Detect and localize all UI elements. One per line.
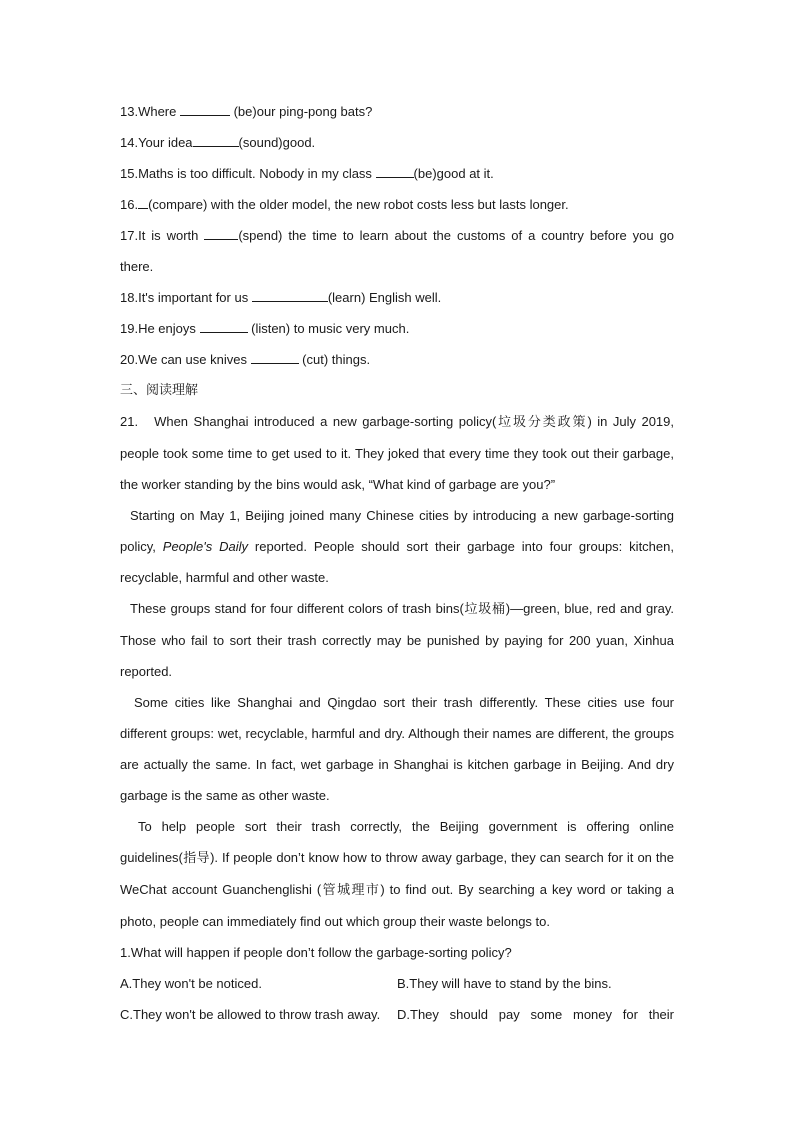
answer-blank[interactable] [200, 319, 248, 333]
question-16 [120, 189, 674, 220]
question-text: (listen) to music very much. [247, 321, 410, 336]
option-c[interactable]: C.They won't be allowed to throw trash away. [120, 1007, 381, 1022]
question-text: (compare) with the older model, the new robot costs less but lasts longer. [148, 197, 569, 212]
paragraph-text: When Shanghai introduced a new garbage-sorting policy( [154, 414, 497, 429]
question-text: Maths is too difficult. Nobody in my class [138, 166, 376, 181]
passage-paragraph-3 [120, 593, 674, 687]
question-13 [120, 96, 674, 127]
question-20 [120, 344, 674, 375]
passage-paragraph-4 [120, 687, 674, 811]
question-19 [120, 313, 674, 344]
paragraph-text: reported. People should sort their garbage into four groups: kitchen, recyclable, harmful and other waste. [120, 539, 674, 585]
paragraph-text: Starting on May 1, Beijing joined many Chinese cities by introducing a new garbage-sorting policy, [120, 508, 674, 554]
document-page [120, 96, 674, 1030]
passage-paragraph-5 [120, 811, 674, 937]
chinese-gloss: 管城理市 [321, 883, 381, 898]
question-text: We can use knives [138, 352, 251, 367]
question-text: It's important for us [138, 290, 252, 305]
passage-paragraph-1 [120, 406, 674, 500]
question-number: 19. [120, 321, 139, 336]
question-text: (be)our ping-pong bats? [229, 104, 373, 119]
question-text: there. [120, 259, 154, 274]
question-text: (spend) the time to learn about the customs of a country before you go [238, 228, 674, 243]
question-17 [120, 220, 674, 251]
question-17-continued [120, 251, 674, 282]
answer-blank[interactable] [252, 288, 328, 302]
question-number: 14. [120, 135, 139, 150]
question-text: (learn) English well. [327, 290, 442, 305]
mc-question-1: 1.What will happen if people don’t follow the garbage-sorting policy? [120, 945, 512, 960]
option-d[interactable]: D.They should pay some money for their [397, 1007, 674, 1022]
option-a[interactable]: A.They won't be noticed. [120, 976, 262, 991]
question-text: Your idea [138, 135, 193, 150]
option-b[interactable]: B.They will have to stand by the bins. [397, 976, 612, 991]
paragraph-text: To help people sort their trash correctly, the Beijing government is offering online guidelines( [120, 819, 674, 865]
question-text: Where [138, 104, 180, 119]
question-number: 17. [120, 228, 139, 243]
mc-options-row-2 [120, 999, 674, 1030]
question-text: It is worth [138, 228, 205, 243]
passage-paragraph-2 [120, 500, 674, 593]
chinese-gloss: 指导 [182, 851, 211, 866]
reading-passage [120, 406, 674, 937]
chinese-gloss: 垃圾分类政策 [496, 415, 588, 430]
paragraph-text: Some cities like Shanghai and Qingdao sort their trash differently. These cities use four different groups: wet, recyclable, harmful and dry. Although their names are different, the groups are actually the same. In fact, wet garbage in Shanghai is kitchen garbage in Beijing. And dry garbage is the same as other waste. [120, 695, 674, 803]
paragraph-text: ) to find out. By searching a key word or taking a photo, people can immediately find out which group their waste belongs to. [120, 882, 674, 929]
question-text: (sound)good. [238, 135, 316, 150]
question-number: 18. [120, 290, 139, 305]
paragraph-text: )—green, blue, red and gray. Those who fail to sort their trash correctly may be punished by paying for 200 yuan, Xinhua reported. [120, 601, 674, 679]
answer-blank[interactable] [193, 133, 239, 147]
section-title-reading: 三、阅读理解 [120, 383, 199, 398]
question-18 [120, 282, 674, 313]
paragraph-text: These groups stand for four different colors of trash bins( [130, 601, 464, 616]
question-number: 20. [120, 352, 139, 367]
mc-options-row-1 [120, 968, 674, 999]
question-text: (be)good at it. [413, 166, 494, 181]
question-number: 21. [120, 414, 139, 429]
answer-blank[interactable] [138, 195, 148, 209]
paragraph-text: ) in July 2019, people took some time to get used to it. They joked that every time they took out their garbage, the worker standing by the bins would ask, “What kind of garbage are you?” [120, 414, 674, 492]
question-text: He enjoys [138, 321, 200, 336]
question-15 [120, 158, 674, 189]
question-14 [120, 127, 674, 158]
answer-blank[interactable] [204, 226, 238, 240]
chinese-gloss: 垃圾桶 [463, 602, 506, 617]
answer-blank[interactable] [251, 350, 299, 364]
question-number: 13. [120, 104, 139, 119]
paragraph-text: ). If people don’t know how to throw away garbage, they can search for it on the WeChat account Guanchenglishi ( [120, 850, 674, 897]
question-number: 16. [120, 197, 139, 212]
question-text: (cut) things. [298, 352, 371, 367]
answer-blank[interactable] [376, 164, 414, 178]
publication-name: People's Daily [162, 539, 249, 554]
question-number: 15. [120, 166, 139, 181]
answer-blank[interactable] [180, 102, 230, 116]
